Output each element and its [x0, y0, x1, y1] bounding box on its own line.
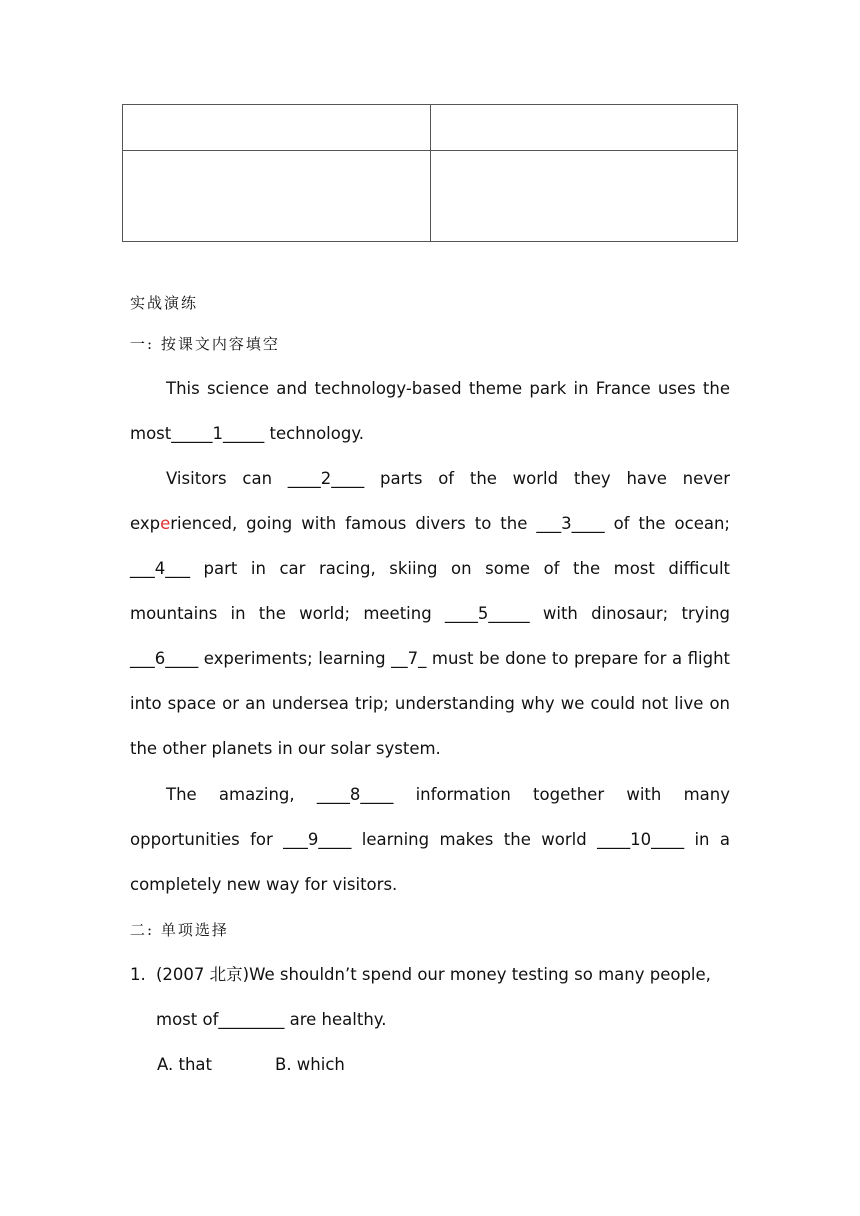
blank-table: [122, 104, 738, 242]
option-a: A. that: [157, 1055, 212, 1074]
highlighted-letter: e: [160, 514, 171, 533]
option-b: B. which: [275, 1055, 345, 1074]
question-1: [130, 952, 730, 1042]
paragraph-text: Visitors can ____2____ parts of the world they have never exp: [130, 469, 730, 533]
part1-paragraph-3: The amazing, ____8____ information together with many opportunities for ___9____ learning makes the world ____10____ in a completely new way for visitors.: [130, 785, 730, 894]
table-row: [123, 151, 738, 242]
question-text: (2007 北京)We shouldn’t spend our money testing so many people, most of________ are healthy.: [156, 965, 711, 1029]
table-row: [123, 105, 738, 151]
paragraph-text: rienced, going with famous divers to the ___3____ of the ocean; ___4___ part in car racing, skiing on some of the most difficult mountains in the world; meeting ____5_____ with dinosaur; trying ___6____ experiments; learning __7_ must be done to prepare for a flight into space or an undersea trip; understanding why we could not live on the other planets in our solar system.: [130, 514, 730, 758]
table-cell: [123, 105, 431, 151]
table-cell: [123, 151, 431, 242]
section-heading-practice: 实战演练: [130, 294, 199, 312]
question-number: 1.: [130, 965, 146, 984]
part2-heading: 二: 单项选择: [130, 921, 229, 939]
question-1-options: [157, 1050, 345, 1080]
part1-paragraph-2: [130, 456, 730, 771]
part1-heading: 一: 按课文内容填空: [130, 335, 280, 353]
table-cell: [430, 105, 738, 151]
part1-paragraph-1: This science and technology-based theme park in France uses the most_____1_____ technology.: [130, 379, 730, 443]
table-cell: [430, 151, 738, 242]
